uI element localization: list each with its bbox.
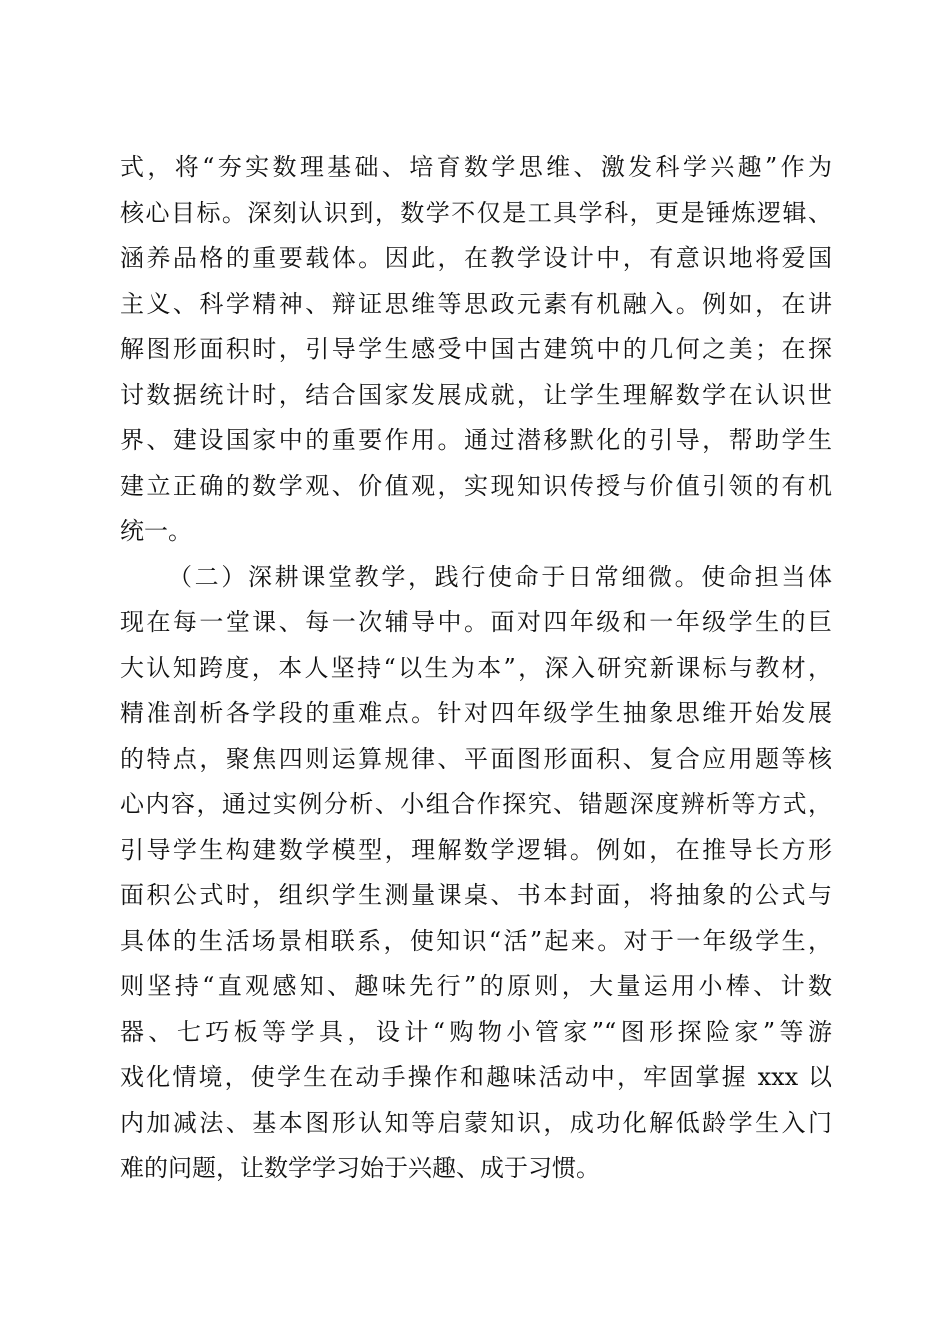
text-line: 心内容，通过实例分析、小组合作探究、错题深度辨析等方式， <box>120 790 832 818</box>
text-line: 解图形面积时，引导学生感受中国古建筑中的几何之美；在探 <box>120 335 832 363</box>
text-line: 器、七巧板等学具，设计“购物小管家”“图形探险家”等游 <box>120 1017 832 1046</box>
text-line: 则坚持“直观感知、趣味先行”的原则，大量运用小棒、计数 <box>120 972 832 1000</box>
text-line: 主义、科学精神、辩证思维等思政元素有机融入。例如，在讲 <box>120 289 832 318</box>
text-line: 讨数据统计时，结合国家发展成就，让学生理解数学在认识世 <box>120 380 832 409</box>
text-line: 大认知跨度，本人坚持“以生为本”，深入研究新课标与教材， <box>120 653 832 682</box>
text-line: 具体的生活场景相联系，使知识“活”起来。对于一年级学生， <box>120 926 832 955</box>
body-text <box>120 145 832 1192</box>
text-line: 界、建设国家中的重要作用。通过潜移默化的引导，帮助学生 <box>120 426 832 454</box>
text-line: 难的问题，让数学学习始于兴趣、成于习惯。 <box>120 1154 600 1182</box>
text-line: 的特点，聚焦四则运算规律、平面图形面积、复合应用题等核 <box>120 744 832 773</box>
text-line: 内加减法、基本图形认知等启蒙知识，成功化解低龄学生入门 <box>120 1108 832 1137</box>
text-line: 涵养品格的重要载体。因此，在教学设计中，有意识地将爱国 <box>120 244 832 272</box>
text-line: 现在每一堂课、每一次辅导中。面对四年级和一年级学生的巨 <box>120 608 832 636</box>
text-line: 精准剖析各学段的重难点。针对四年级学生抽象思维开始发展 <box>120 699 832 727</box>
text-line: 式，将“夯实数理基础、培育数学思维、激发科学兴趣”作为 <box>120 153 832 181</box>
text-line: 核心目标。深刻认识到，数学不仅是工具学科，更是锤炼逻辑、 <box>120 198 832 227</box>
text-line: 戏化情境，使学生在动手操作和趣味活动中，牢固掌握 xxx 以 <box>120 1063 832 1091</box>
text-line: 引导学生构建数学模型，理解数学逻辑。例如，在推导长方形 <box>120 835 832 864</box>
text-line: 统一。 <box>120 517 192 545</box>
text-line: 建立正确的数学观、价值观，实现知识传授与价值引领的有机 <box>120 471 832 500</box>
text-line: 面积公式时，组织学生测量课桌、书本封面，将抽象的公式与 <box>120 881 832 909</box>
section-heading-line: （二）深耕课堂教学，践行使命于日常细微。使命担当体 <box>168 562 832 591</box>
